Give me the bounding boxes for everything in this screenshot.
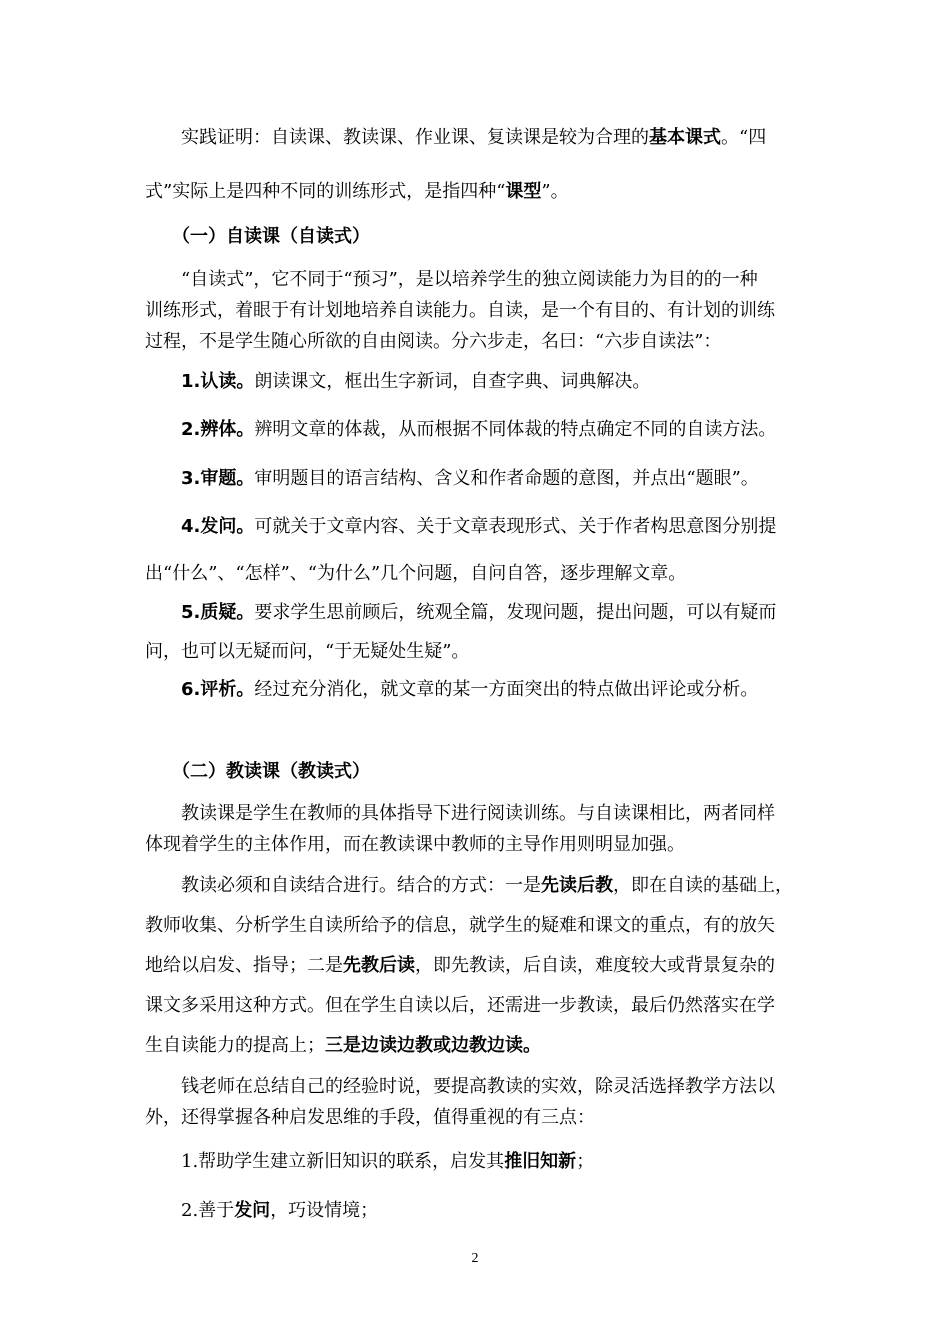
paragraph-line: 钱老师在总结自己的经验时说，要提高教读的实效，除灵活选择教学方法以	[181, 1076, 775, 1097]
paragraph-line: 课文多采用这种方式。但在学生自读以后，还需进一步教读，最后仍然落实在学	[145, 995, 775, 1016]
text: ，即先教读，后自读，难度较大或背景复杂的	[415, 955, 775, 976]
paragraph-line: 训练形式，着眼于有计划地培养自读能力。自读，是一个有目的、有计划的训练	[145, 300, 775, 321]
step-text: 辨明文章的体裁，从而根据不同体裁的特点确定不同的自读方法。	[254, 419, 777, 440]
step-continuation: 问，也可以无疑而问，“于无疑处生疑”。	[145, 641, 470, 662]
step-text: 经过充分消化，就文章的某一方面突出的特点做出评论或分析。	[254, 679, 759, 700]
bold-term: 先读后教	[541, 875, 613, 896]
text: ，巧设情境；	[270, 1200, 379, 1221]
paragraph-line	[145, 1034, 541, 1058]
text: 1.帮助学生建立新旧知识的联系，启发其	[181, 1151, 505, 1172]
text: ，即在自读的基础上，	[613, 875, 793, 896]
step-text: 审明题目的语言结构、含义和作者命题的意图，并点出“题眼”。	[254, 468, 759, 489]
text: 生自读能力的提高上；	[145, 1035, 325, 1056]
text: 。“四	[721, 127, 767, 148]
list-item	[181, 1150, 594, 1174]
paragraph-line: 教读课是学生在教师的具体指导下进行阅读训练。与自读课相比，两者同样	[181, 803, 775, 824]
bold-term: 先教后读	[343, 955, 415, 976]
paragraph-line	[145, 954, 775, 978]
text: ；	[576, 1151, 595, 1172]
bold-term: 基本课式	[649, 127, 721, 148]
paragraph-line	[181, 126, 766, 150]
step-label: 1.认读。	[181, 371, 255, 392]
text: 式”实际上是四种不同的训练形式，是指四种“	[145, 181, 506, 202]
paragraph-line: 外，还得掌握各种启发思维的手段，值得重视的有三点：	[145, 1107, 595, 1128]
step-item	[181, 418, 776, 442]
step-text: 要求学生思前顾后，统观全篇，发现问题，提出问题，可以有疑而	[254, 602, 777, 623]
page-number: 2	[471, 1251, 479, 1266]
paragraph-line	[181, 874, 793, 898]
bold-term: 推旧知新	[504, 1151, 577, 1172]
step-item	[181, 601, 776, 625]
bold-term: 发问	[234, 1200, 271, 1221]
text: 实践证明：自读课、教读课、作业课、复读课是较为合理的	[181, 127, 649, 148]
paragraph-line: “自读式”，它不同于“预习”，是以培养学生的独立阅读能力为目的的一种	[181, 269, 758, 290]
list-item	[181, 1199, 378, 1223]
step-label: 6.评析。	[181, 679, 255, 700]
text: 教读必须和自读结合进行。结合的方式：一是	[181, 875, 541, 896]
text: 2.善于	[181, 1200, 235, 1221]
step-label: 4.发问。	[181, 516, 255, 537]
text: ”。	[541, 181, 569, 202]
step-label: 2.辨体。	[181, 419, 255, 440]
step-item	[181, 515, 776, 539]
paragraph-line: 体现着学生的主体作用，而在教读课中教师的主导作用则明显加强。	[145, 834, 685, 855]
step-item	[181, 678, 758, 702]
paragraph-line: 过程，不是学生随心所欲的自由阅读。分六步走，名曰：“六步自读法”：	[145, 331, 722, 352]
step-text: 可就关于文章内容、关于文章表现形式、关于作者构思意图分别提	[254, 516, 777, 537]
step-label: 3.审题。	[181, 468, 255, 489]
section-heading-2: （二）教读课（教读式）	[172, 761, 370, 782]
paragraph-line: 教师收集、分析学生自读所给予的信息，就学生的疑难和课文的重点，有的放矢	[145, 915, 775, 936]
text: 地给以启发、指导；二是	[145, 955, 343, 976]
bold-term: 课型	[505, 181, 542, 202]
step-text: 朗读课文，框出生字新词，自查字典、词典解决。	[254, 371, 651, 392]
step-item	[181, 370, 650, 394]
paragraph-line	[145, 180, 569, 204]
bold-term: 三是边读边教或边教边读。	[325, 1035, 541, 1056]
step-continuation: 出“什么”、“怎样”、“为什么”几个问题，自问自答，逐步理解文章。	[145, 563, 687, 584]
section-heading-1: （一）自读课（自读式）	[172, 226, 370, 247]
step-item	[181, 467, 759, 491]
step-label: 5.质疑。	[181, 602, 255, 623]
